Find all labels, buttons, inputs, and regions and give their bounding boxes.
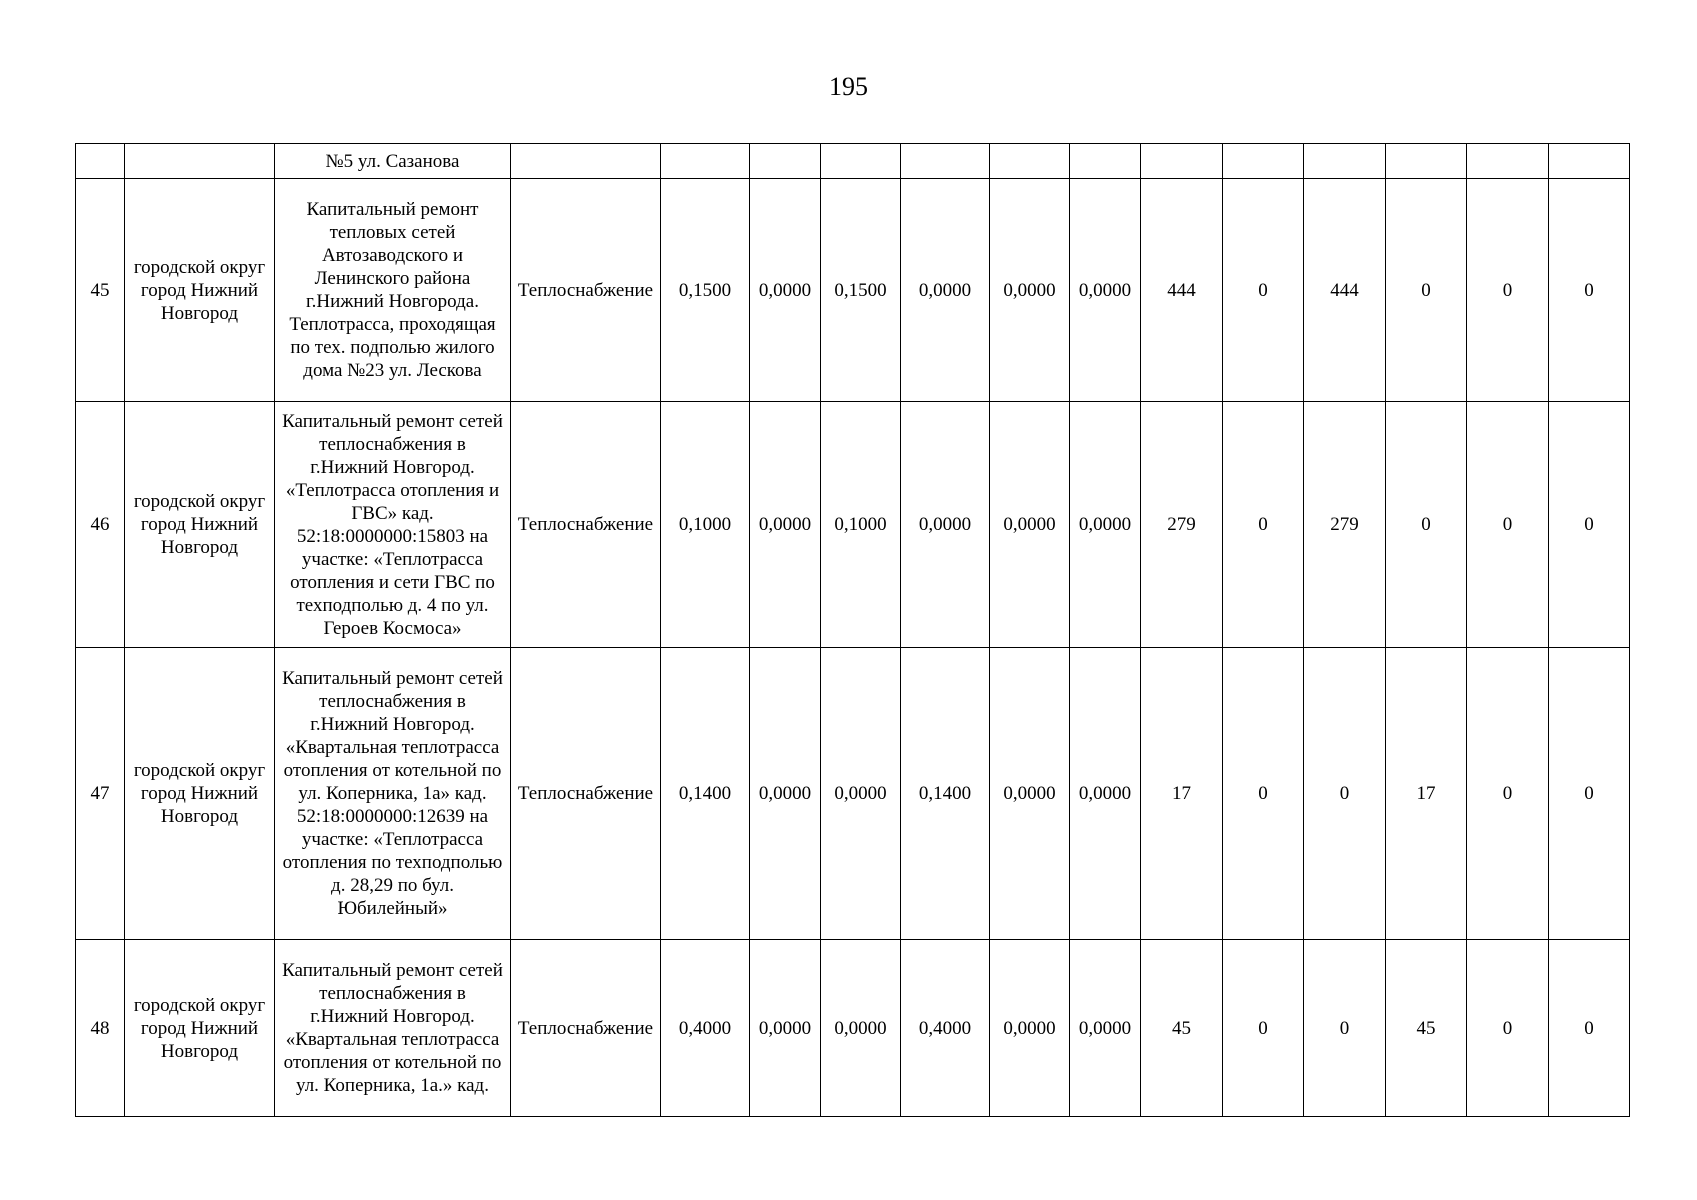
cell-value: 0,1400 xyxy=(661,648,750,940)
cell-value: 0,1500 xyxy=(661,179,750,402)
cell-count: 279 xyxy=(1304,402,1386,648)
cell-num: 47 xyxy=(76,648,125,940)
cell-count: 17 xyxy=(1141,648,1223,940)
cell-count: 279 xyxy=(1141,402,1223,648)
cell-value: 0,0000 xyxy=(990,648,1070,940)
cell-sector xyxy=(511,144,661,179)
cell-territory xyxy=(125,144,275,179)
cell-value xyxy=(1070,144,1141,179)
cell-sector: Теплоснабжение xyxy=(511,402,661,648)
cell-count: 0 xyxy=(1549,402,1630,648)
cell-count xyxy=(1223,144,1304,179)
cell-count: 0 xyxy=(1467,648,1549,940)
cell-value: 0,0000 xyxy=(901,402,990,648)
cell-description: №5 ул. Сазанова xyxy=(275,144,511,179)
cell-territory: городской округ город Нижний Новгород xyxy=(125,648,275,940)
cell-count: 0 xyxy=(1467,179,1549,402)
cell-value: 0,0000 xyxy=(821,940,901,1117)
cell-count xyxy=(1141,144,1223,179)
cell-value: 0,0000 xyxy=(750,402,821,648)
cell-territory: городской округ город Нижний Новгород xyxy=(125,179,275,402)
cell-count: 444 xyxy=(1141,179,1223,402)
cell-num: 46 xyxy=(76,402,125,648)
cell-count: 0 xyxy=(1549,648,1630,940)
cell-value: 0,1400 xyxy=(901,648,990,940)
cell-count: 45 xyxy=(1386,940,1467,1117)
cell-count: 17 xyxy=(1386,648,1467,940)
cell-count: 0 xyxy=(1467,940,1549,1117)
cell-sector: Теплоснабжение xyxy=(511,179,661,402)
cell-value: 0,4000 xyxy=(661,940,750,1117)
cell-value: 0,4000 xyxy=(901,940,990,1117)
cell-count: 0 xyxy=(1549,179,1630,402)
cell-value xyxy=(821,144,901,179)
cell-value: 0,0000 xyxy=(990,402,1070,648)
table-row xyxy=(76,402,1630,648)
cell-value: 0,0000 xyxy=(1070,940,1141,1117)
cell-count: 0 xyxy=(1467,402,1549,648)
cell-count: 0 xyxy=(1223,179,1304,402)
cell-territory: городской округ город Нижний Новгород xyxy=(125,940,275,1117)
cell-count: 0 xyxy=(1304,648,1386,940)
cell-value: 0,0000 xyxy=(901,179,990,402)
cell-value: 0,0000 xyxy=(750,179,821,402)
cell-description: Капитальный ремонт сетей теплоснабжения в г.Нижний Новгород. «Теплотрасса отопления и ГВС» кад. 52:18:0000000:15803 на участке: «Теплотрасса отопления и сети ГВС по техподполью д. 4 по ул. Героев Космоса» xyxy=(275,402,511,648)
cell-count: 0 xyxy=(1304,940,1386,1117)
cell-num: 48 xyxy=(76,940,125,1117)
cell-count: 45 xyxy=(1141,940,1223,1117)
investment-table xyxy=(75,143,1630,1117)
table-row xyxy=(76,648,1630,940)
cell-description: Капитальный ремонт сетей теплоснабжения в г.Нижний Новгород. «Квартальная теплотрасса отопления от котельной по ул. Коперника, 1а» кад. 52:18:0000000:12639 на участке: «Теплотрасса отопления по техподполью д. 28,29 по бул. Юбилейный» xyxy=(275,648,511,940)
cell-count xyxy=(1304,144,1386,179)
table-row xyxy=(76,179,1630,402)
cell-value: 0,1500 xyxy=(821,179,901,402)
table-row xyxy=(76,144,1630,179)
cell-count: 0 xyxy=(1223,402,1304,648)
cell-value: 0,0000 xyxy=(1070,179,1141,402)
cell-value: 0,1000 xyxy=(661,402,750,648)
cell-count: 0 xyxy=(1386,402,1467,648)
cell-value xyxy=(750,144,821,179)
cell-sector: Теплоснабжение xyxy=(511,648,661,940)
cell-territory: городской округ город Нижний Новгород xyxy=(125,402,275,648)
cell-description: Капитальный ремонт сетей теплоснабжения в г.Нижний Новгород. «Квартальная теплотрасса отопления от котельной по ул. Коперника, 1а.» кад. xyxy=(275,940,511,1117)
page-number: 195 xyxy=(829,72,868,101)
cell-count: 0 xyxy=(1549,940,1630,1117)
cell-count: 0 xyxy=(1386,179,1467,402)
cell-count xyxy=(1467,144,1549,179)
cell-value xyxy=(990,144,1070,179)
cell-sector: Теплоснабжение xyxy=(511,940,661,1117)
cell-count xyxy=(1386,144,1467,179)
cell-value xyxy=(661,144,750,179)
cell-value: 0,0000 xyxy=(750,648,821,940)
cell-count: 0 xyxy=(1223,940,1304,1117)
table-row xyxy=(76,940,1630,1117)
cell-value: 0,0000 xyxy=(821,648,901,940)
cell-count: 444 xyxy=(1304,179,1386,402)
cell-count: 0 xyxy=(1223,648,1304,940)
cell-value: 0,0000 xyxy=(990,179,1070,402)
cell-description: Капитальный ремонт тепловых сетей Автозаводского и Ленинского района г.Нижний Новгорода. Теплотрасса, проходящая по тех. подполью жилого дома №23 ул. Лескова xyxy=(275,179,511,402)
cell-value xyxy=(901,144,990,179)
cell-value: 0,0000 xyxy=(1070,402,1141,648)
cell-value: 0,1000 xyxy=(821,402,901,648)
cell-num: 45 xyxy=(76,179,125,402)
cell-count xyxy=(1549,144,1630,179)
cell-num xyxy=(76,144,125,179)
cell-value: 0,0000 xyxy=(750,940,821,1117)
cell-value: 0,0000 xyxy=(1070,648,1141,940)
cell-value: 0,0000 xyxy=(990,940,1070,1117)
